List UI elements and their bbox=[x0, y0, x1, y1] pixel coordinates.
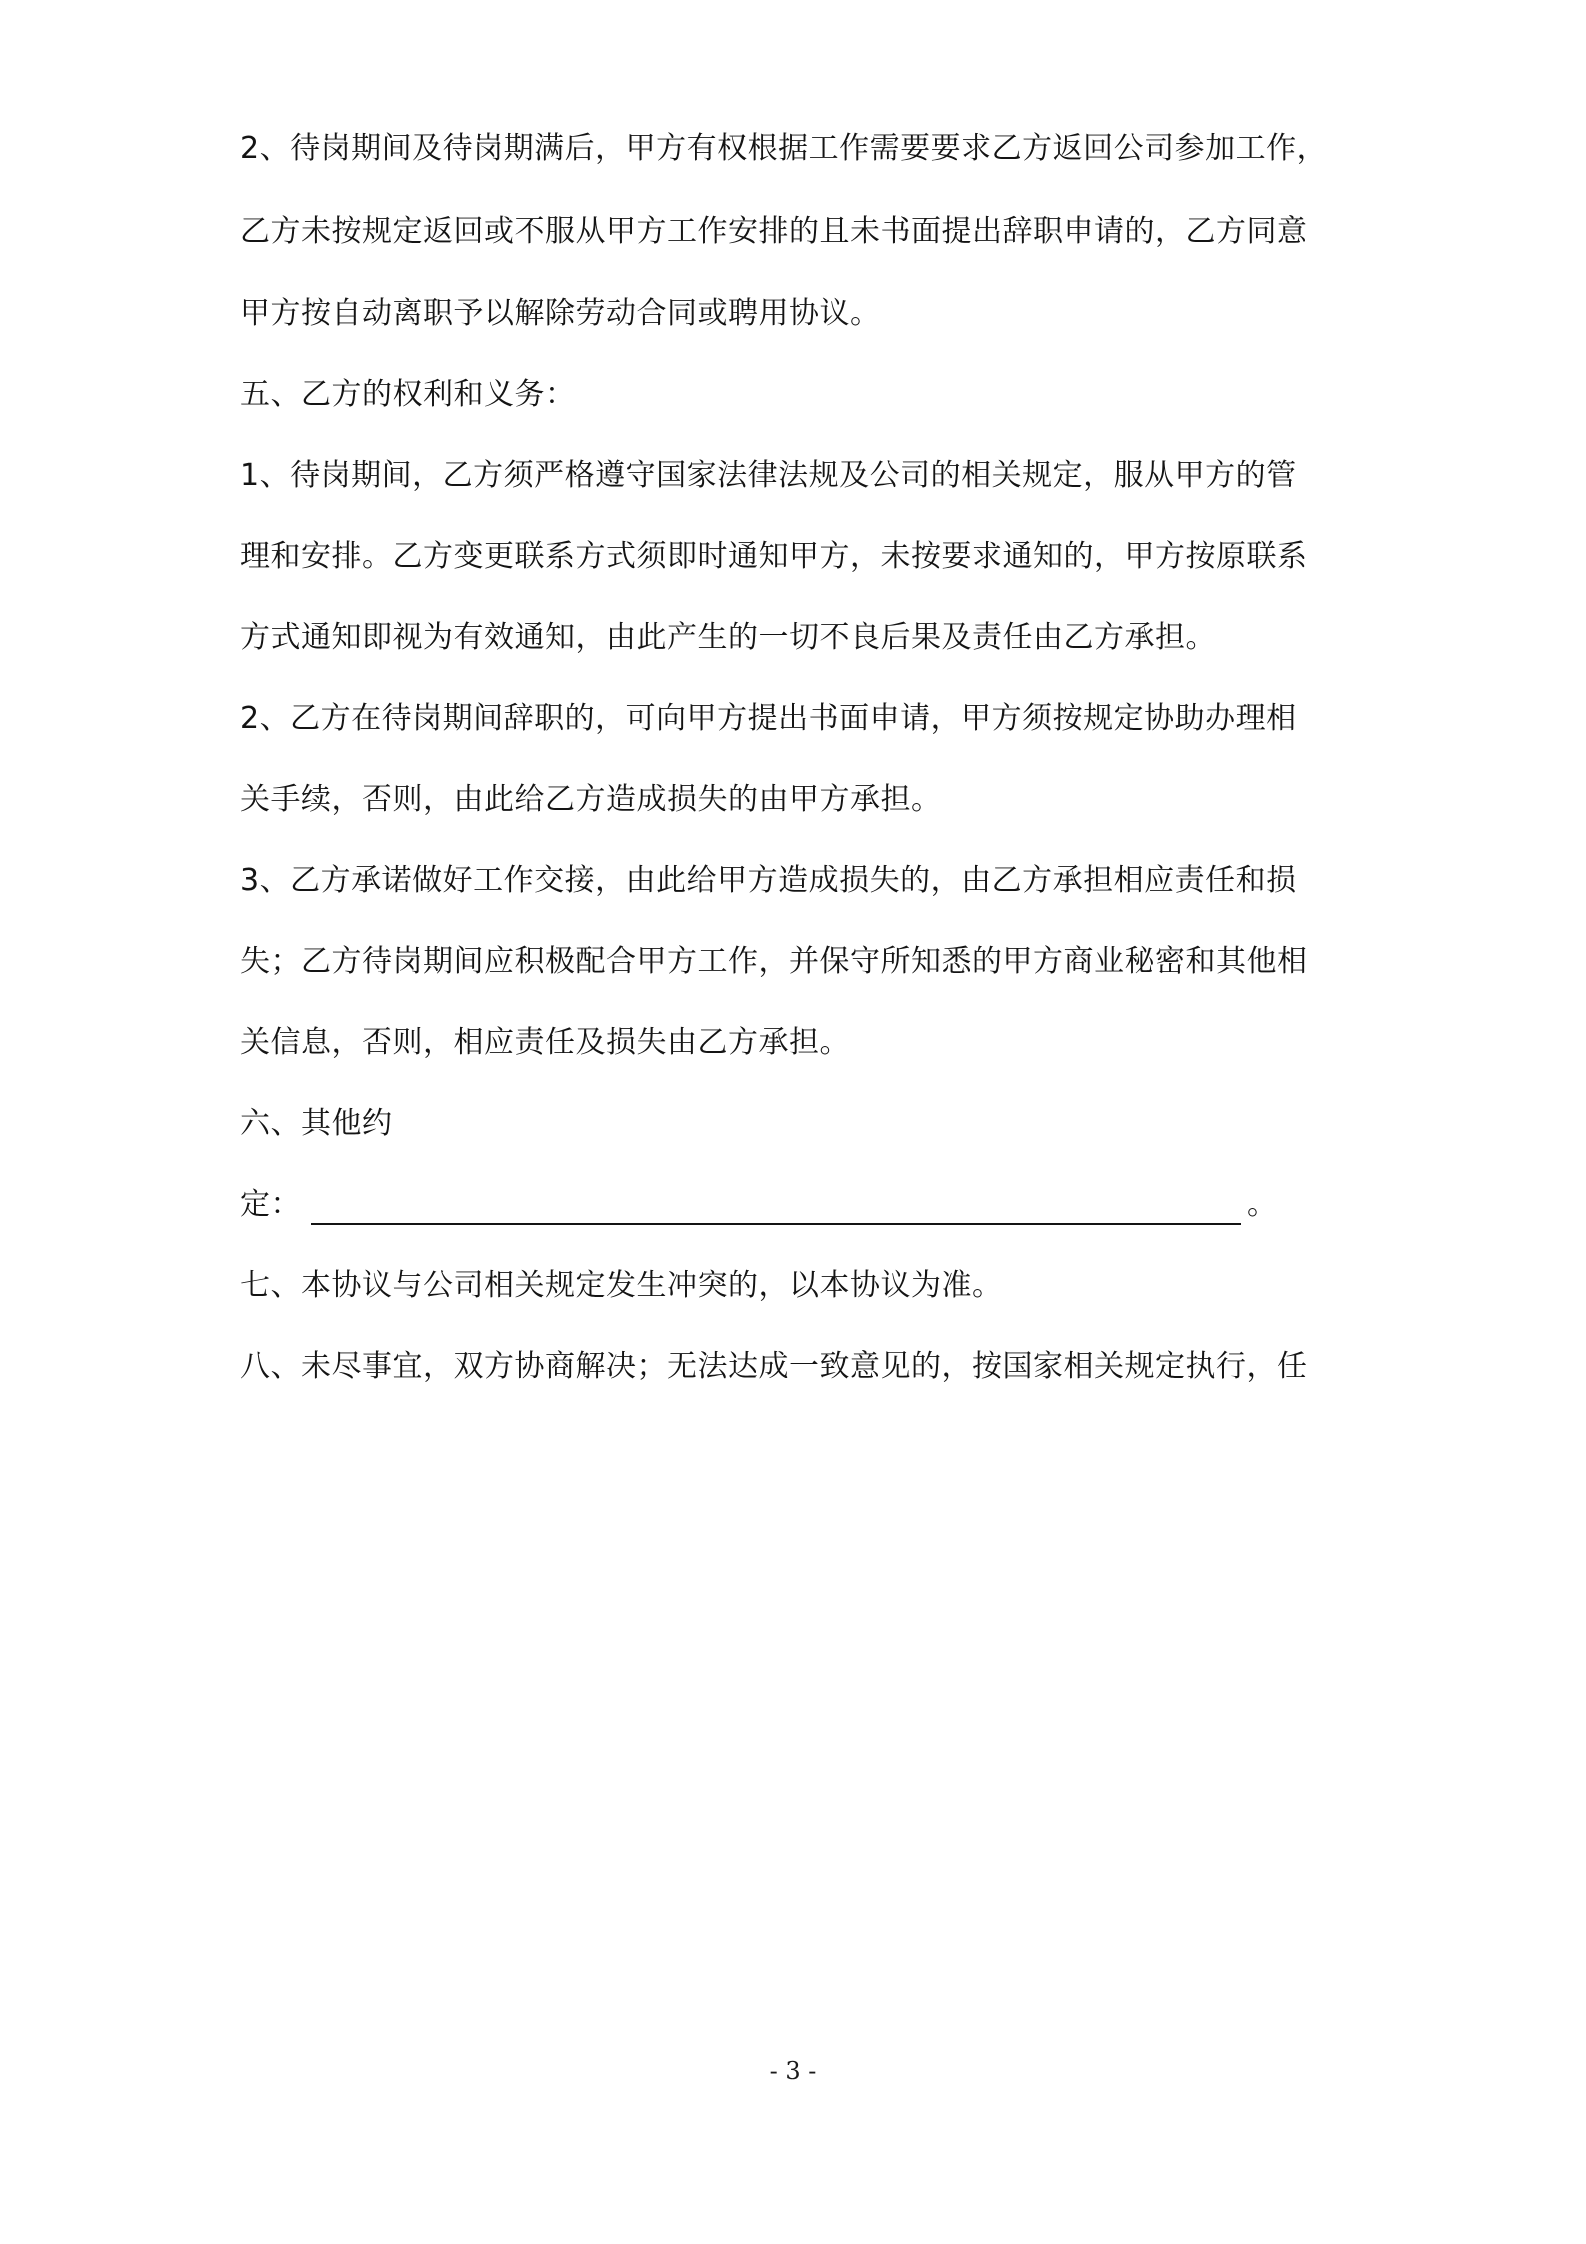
text-line: 关信息，否则，相应责任及损失由乙方承担。 bbox=[240, 1025, 850, 1060]
text-line: 1、待岗期间，乙方须严格遵守国家法律法规及公司的相关规定，服从甲方的管 bbox=[240, 458, 1297, 493]
text-line: 关手续，否则，由此给乙方造成损失的由甲方承担。 bbox=[240, 782, 942, 817]
text-line: 乙方未按规定返回或不服从甲方工作安排的且未书面提出辞职申请的，乙方同意 bbox=[240, 214, 1308, 249]
text-line: 2、待岗期间及待岗期满后，甲方有权根据工作需要要求乙方返回公司参加工作， bbox=[240, 131, 1328, 166]
text-line: 理和安排。乙方变更联系方式须即时通知甲方，未按要求通知的，甲方按原联系 bbox=[240, 539, 1308, 574]
section-heading: 六、其他约 bbox=[240, 1106, 393, 1141]
fill-in-line bbox=[240, 1185, 1278, 1225]
section-heading: 八、未尽事宜，双方协商解决；无法达成一致意见的，按国家相关规定执行，任 bbox=[240, 1349, 1308, 1384]
text-line: 失；乙方待岗期间应积极配合甲方工作，并保守所知悉的甲方商业秘密和其他相 bbox=[240, 944, 1308, 979]
fill-in-blank[interactable] bbox=[311, 1187, 1241, 1225]
section-heading: 七、本协议与公司相关规定发生冲突的，以本协议为准。 bbox=[240, 1268, 1003, 1303]
page-number: - 3 - bbox=[769, 2057, 817, 2085]
fill-in-suffix: 。 bbox=[1247, 1187, 1278, 1222]
fill-in-prefix: 定： bbox=[240, 1187, 301, 1222]
text-line: 2、乙方在待岗期间辞职的，可向甲方提出书面申请，甲方须按规定协助办理相 bbox=[240, 701, 1297, 736]
section-heading: 五、乙方的权利和义务： bbox=[240, 377, 576, 412]
text-line: 3、乙方承诺做好工作交接，由此给甲方造成损失的，由乙方承担相应责任和损 bbox=[240, 863, 1297, 898]
text-line: 方式通知即视为有效通知，由此产生的一切不良后果及责任由乙方承担。 bbox=[240, 620, 1216, 655]
text-line: 甲方按自动离职予以解除劳动合同或聘用协议。 bbox=[240, 296, 881, 331]
